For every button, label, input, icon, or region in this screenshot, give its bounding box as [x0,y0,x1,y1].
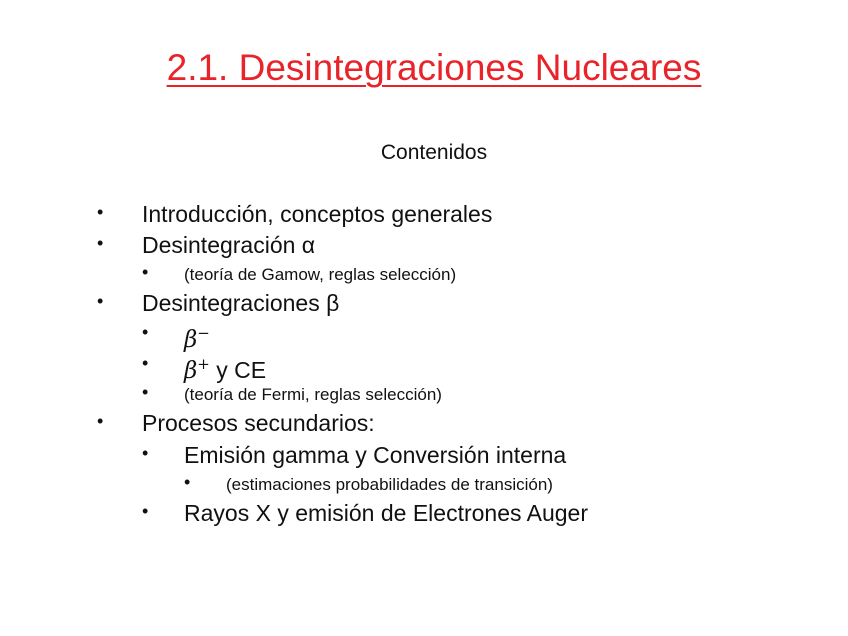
bullet-icon: • [184,472,191,492]
list-item-alpha: Desintegración α [142,232,316,258]
plus-superscript: + [197,355,210,373]
list-item-intro: Introducción, conceptos generales [142,201,493,227]
bullet-icon: • [97,411,104,431]
bullet-icon: • [142,322,149,342]
slide-title: 2.1. Desintegraciones Nucleares [166,47,702,88]
beta-symbol: β [184,358,198,384]
bullet-icon: • [97,291,104,311]
beta-symbol: β [184,327,198,353]
bullet-icon: • [97,202,104,222]
list-item-gamma: Emisión gamma y Conversión interna [184,442,567,468]
bullet-icon: • [142,382,149,402]
list-item-secondary: Procesos secundarios: [142,410,375,436]
bullet-icon: • [142,443,149,463]
bullet-icon: • [142,262,149,282]
list-item-beta: Desintegraciones β [142,290,340,316]
bullet-icon: • [142,501,149,521]
list-item-alpha-sub: (teoría de Gamow, reglas selección) [184,265,457,284]
beta-plus-text: y CE [209,357,267,383]
list-item-beta-sub: (teoría de Fermi, reglas selección) [184,385,442,404]
bullet-icon: • [142,353,149,373]
list-item-gamma-sub: (estimaciones probabilidades de transición) [226,475,553,494]
minus-superscript: − [197,324,210,342]
list-item-auger: Rayos X y emisión de Electrones Auger [184,500,588,526]
bullet-icon: • [97,233,104,253]
slide-subtitle: Contenidos [380,141,488,164]
